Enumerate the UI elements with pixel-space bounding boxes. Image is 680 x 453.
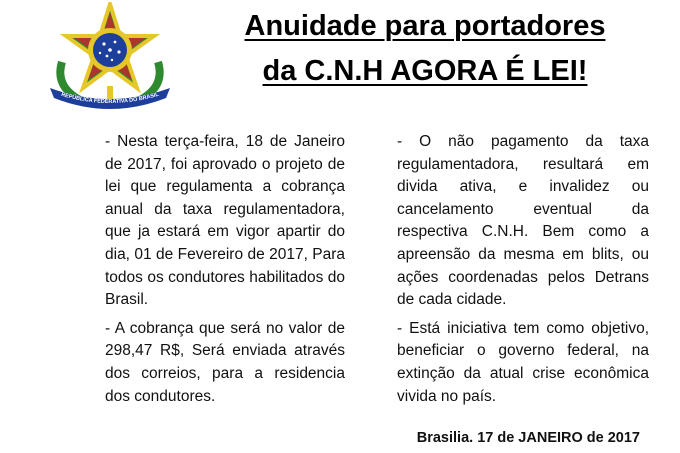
left-column (105, 131, 345, 414)
page-title (190, 4, 660, 94)
right-column (397, 131, 649, 414)
emblem-ribbon-text: REPÚBLICA FEDERATIVA DO BRASIL (60, 91, 160, 106)
brazil-coat-of-arms-icon (40, 2, 180, 110)
date-signature: Brasilia. 17 de JANEIRO de 2017 (416, 430, 640, 446)
title-line-1: Anuidade para portadores (244, 10, 606, 42)
left-paragraph-2: - A cobrança que será no valor de 298,47 R$, Será enviada através dos correios, para a residencia dos condutores. (105, 319, 345, 405)
left-paragraph-1: - Nesta terça-feira, 18 de Janeiro de 2017, foi aprovado o projeto de lei que regulamenta a cobrança anual da taxa regulamentadora, que ja estará em vigor apartir do dia, 01 de Fevereiro de 2017, Para todos os condutores habilitados do Brasil. (105, 133, 345, 309)
right-paragraph-1: - O não pagamento da taxa regulamentadora, resultará em divida ativa, e invalidez ou cancelamento eventual da respectiva C.N.H. Bem como a apreensão da mesma em blits, ou ações coordenadas pelos Detrans de cada cidade. (397, 133, 649, 309)
title-line-2: da C.N.H AGORA É LEI! (262, 55, 588, 87)
right-paragraph-2: - Está iniciativa tem como objetivo, beneficiar o governo federal, na extinção da atual crise econômica vivida no país. (397, 319, 649, 405)
